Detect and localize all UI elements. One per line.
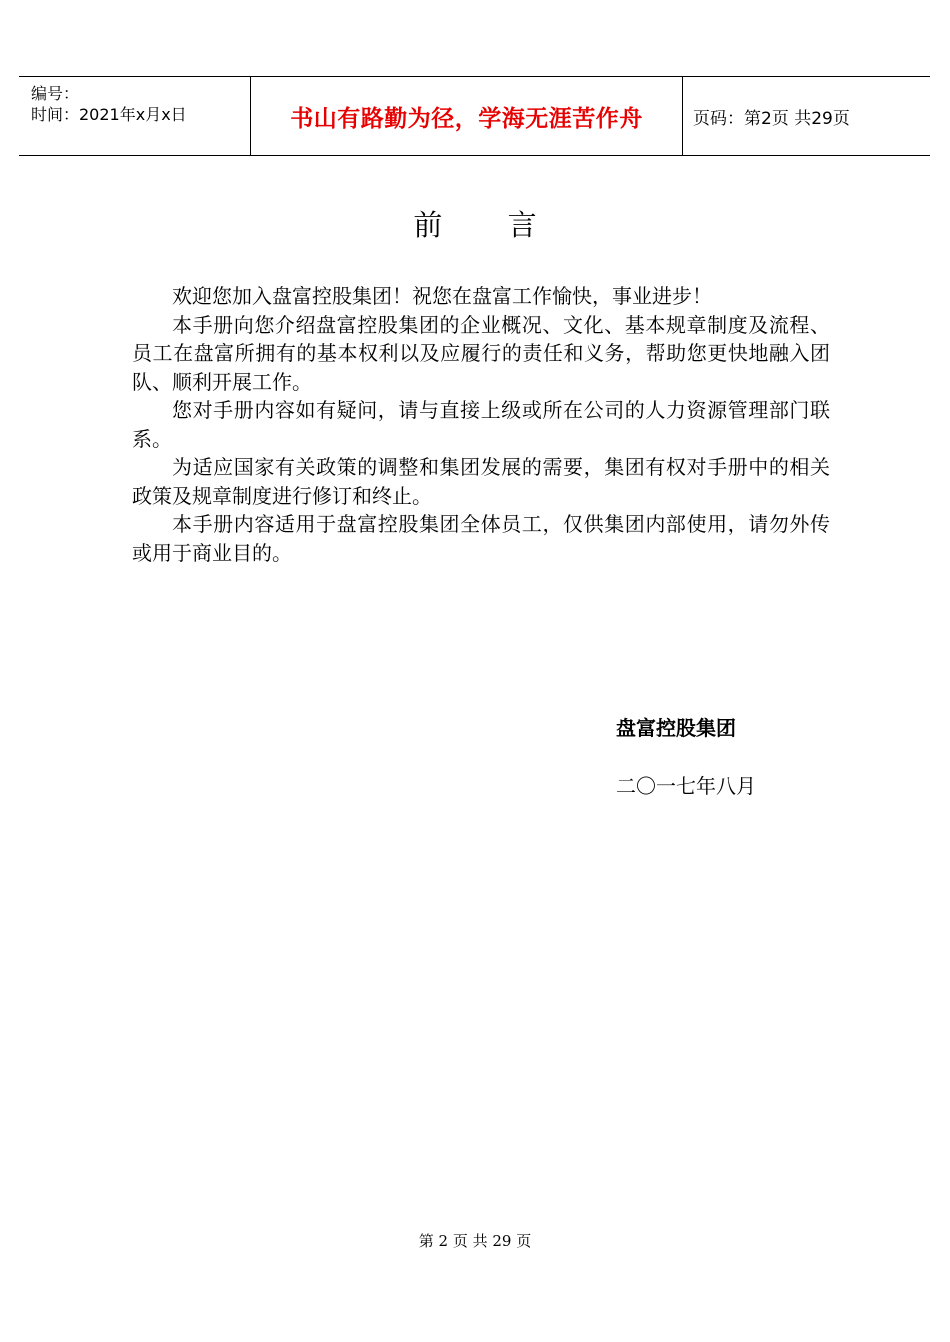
document-title: 前 言 — [413, 208, 565, 242]
signature-date: 二〇一七年八月 — [616, 774, 756, 798]
document-number-label: 编号： — [31, 84, 80, 103]
body-paragraph: 欢迎您加入盘富控股集团！祝您在盘富工作愉快，事业进步！ — [172, 284, 712, 308]
header-page-info: 页码：第2页 共29页 — [693, 108, 850, 129]
header-motto-cell — [251, 77, 683, 155]
body-paragraph: 为适应国家有关政策的调整和集团发展的需要，集团有权对手册中的相关政策及规章制度进行修订和终止。 — [132, 455, 830, 508]
header-meta-cell — [19, 77, 251, 155]
body-paragraph: 本手册内容适用于盘富控股集团全体员工，仅供集团内部使用，请勿外传或用于商业目的。 — [132, 512, 830, 565]
body-paragraph: 本手册向您介绍盘富控股集团的企业概况、文化、基本规章制度及流程、员工在盘富所拥有的基本权利以及应履行的责任和义务，帮助您更快地融入团队、顺利开展工作。 — [132, 312, 830, 394]
header-motto: 书山有路勤为径，学海无涯苦作舟 — [290, 104, 643, 132]
document-body — [132, 282, 830, 567]
page-footer: 第 2 页 共 29 页 — [418, 1232, 532, 1250]
signature-organization: 盘富控股集团 — [616, 716, 736, 740]
header-page-cell — [683, 77, 930, 155]
document-time-label: 时间：2021年x月x日 — [31, 105, 187, 124]
page-header — [19, 76, 930, 156]
body-paragraph: 您对手册内容如有疑问，请与直接上级或所在公司的人力资源管理部门联系。 — [132, 398, 830, 451]
